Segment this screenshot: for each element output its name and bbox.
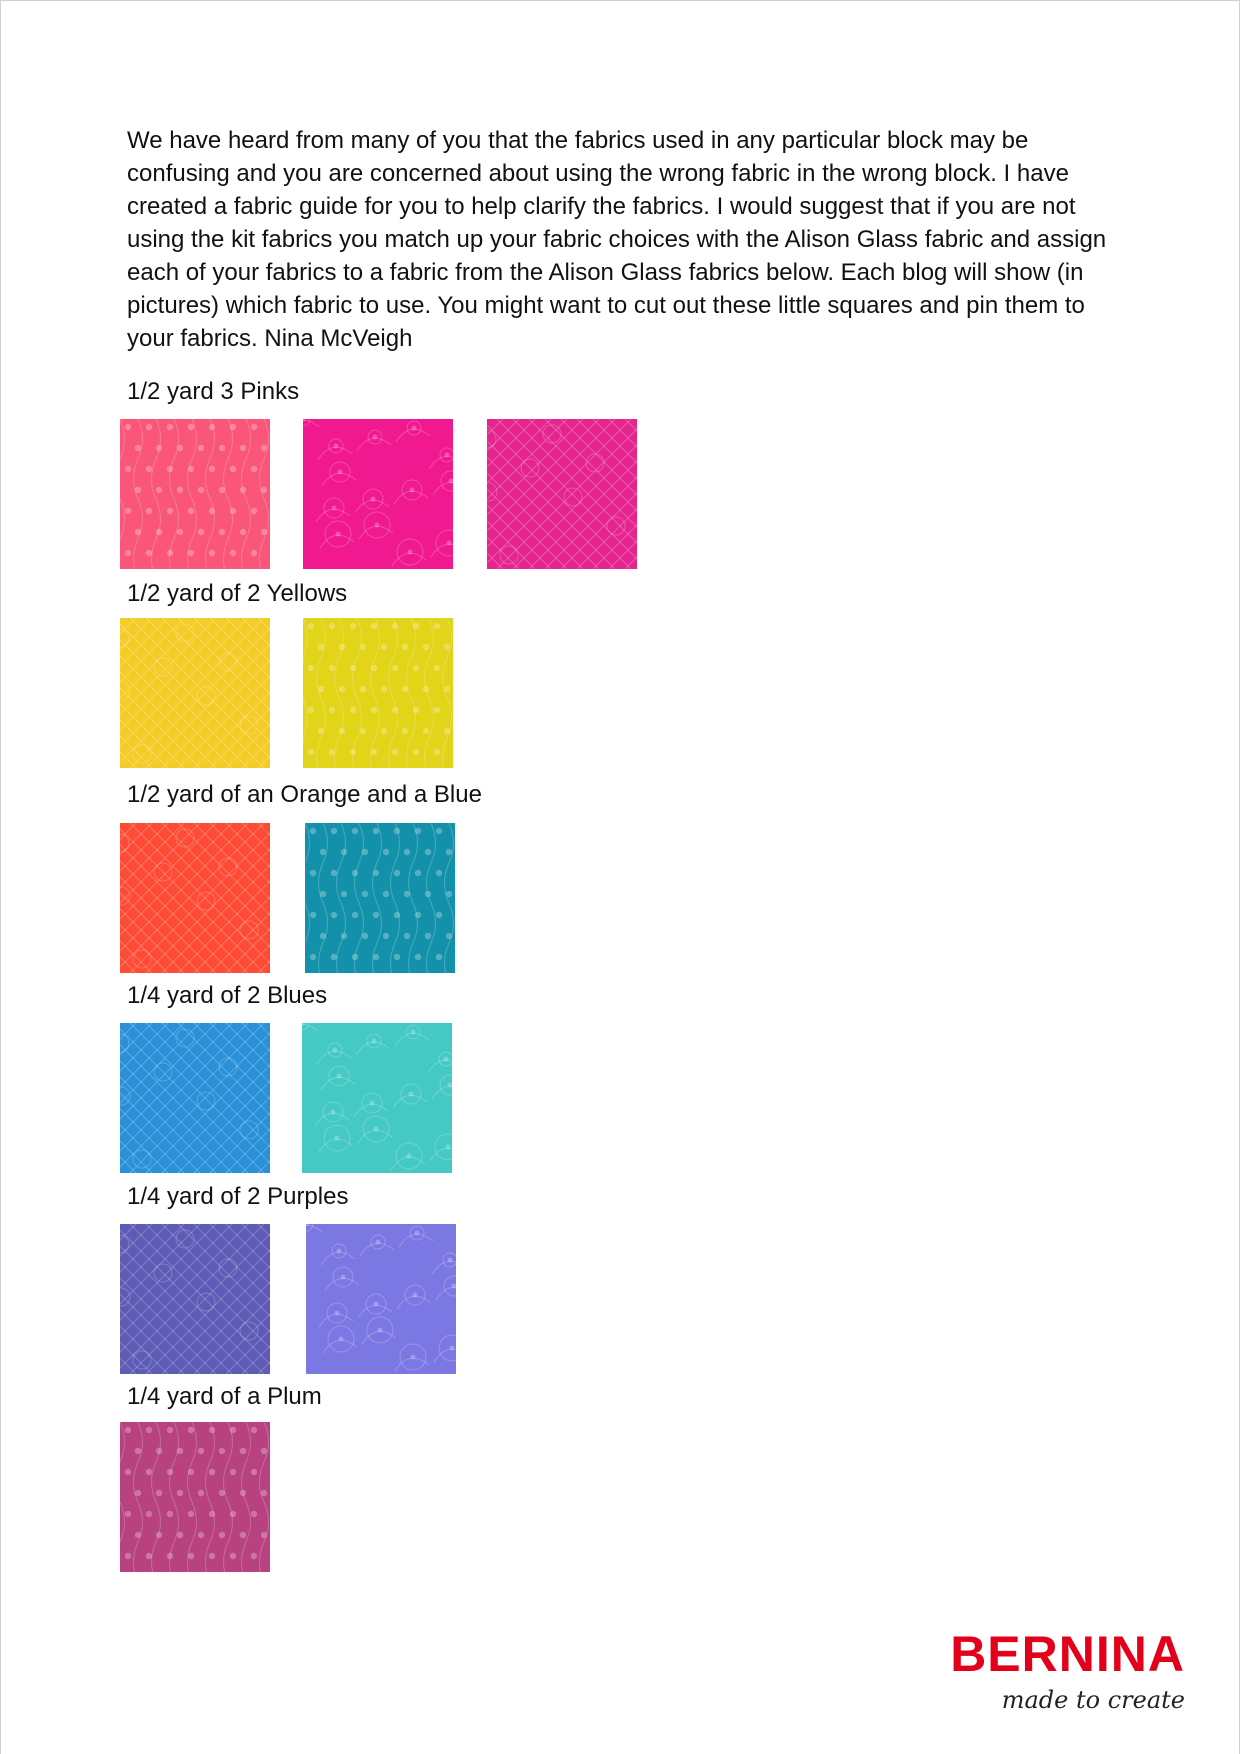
brand-tagline: made to create	[1001, 1686, 1185, 1714]
intro-paragraph: We have heard from many of you that the fabrics used in any particular block may be confusing and you are concerned about using the wrong fabric in the wrong block. I have created a fabric guide for you to help clarify the fabrics. I would suggest that if you are not using the kit fabrics you match up your fabric choices with the Alison Glass fabric and assign each of your fabrics to a fabric from the Alison Glass fabrics below. Each blog will show (in pictures) which fabric to use. You might want to cut out these little squares and pin them to your fabrics. Nina McVeigh	[127, 127, 1107, 352]
group-label-blues: 1/4 yard of 2 Blues	[127, 982, 328, 1009]
group-label-yellows: 1/2 yard of 2 Yellows	[127, 580, 348, 607]
swatch-yellow-1	[120, 618, 270, 768]
group-label-plum: 1/4 yard of a Plum	[127, 1383, 322, 1410]
swatch-yellow-2	[303, 618, 453, 768]
swatch-blue-1	[120, 1023, 270, 1173]
swatch-pink-1	[120, 419, 270, 569]
group-label-orange-blue: 1/2 yard of an Orange and a Blue	[127, 781, 482, 808]
group-label-pinks: 1/2 yard 3 Pinks	[127, 378, 300, 405]
swatch-purple-1	[120, 1224, 270, 1374]
swatch-plum	[120, 1422, 270, 1572]
bernina-logo	[915, 1626, 1185, 1719]
swatch-teal-blue	[305, 823, 455, 973]
group-label-purples: 1/4 yard of 2 Purples	[127, 1183, 349, 1210]
swatch-pink-2	[303, 419, 453, 569]
brand-name: BERNINA	[950, 1626, 1185, 1682]
swatch-purple-2	[306, 1224, 456, 1374]
swatch-orange	[120, 823, 270, 973]
swatch-blue-2	[302, 1023, 452, 1173]
swatch-pink-3	[487, 419, 637, 569]
